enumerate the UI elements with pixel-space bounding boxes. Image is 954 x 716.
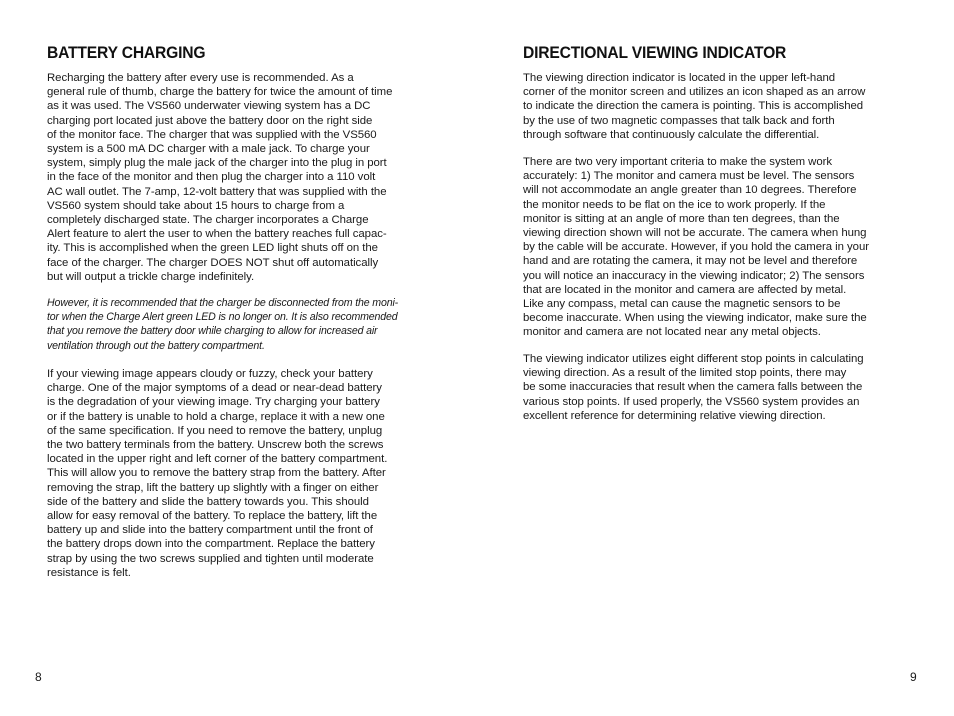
battery-charging-note <box>47 296 398 353</box>
text-line: through software that continuously calculate the differential. <box>523 128 820 141</box>
viewing-indicator-paragraph-1 <box>523 71 865 142</box>
text-line: charge. One of the major symptoms of a dead or near-dead battery <box>47 382 382 395</box>
text-line: The viewing indicator utilizes eight different stop points in calculating <box>523 353 864 365</box>
text-line: hand and are rotating the camera, it may not be level and therefore <box>523 255 858 268</box>
text-line: located in the upper right and left corner of the battery compartment. <box>47 453 388 466</box>
viewing-indicator-paragraph-3 <box>523 352 864 423</box>
text-line: If your viewing image appears cloudy or fuzzy, check your battery <box>47 368 373 380</box>
text-line: of the same specification. If you need to remove the battery, unplug <box>47 424 383 437</box>
text-line: system is a 500 mA DC charger with a male jack. To charge your <box>47 143 370 156</box>
text-line: ity. This is accomplished when the green LED light shuts off on the <box>47 242 378 255</box>
text-line: or if the battery is unable to hold a charge, replace it with a new one <box>47 410 385 423</box>
text-line: as it was used. The VS560 underwater viewing system has a DC <box>47 100 371 113</box>
text-line: in the face of the monitor and then plug the charger into a 110 volt <box>47 171 376 184</box>
text-line: strap by using the two screws supplied and tighten until moderate <box>47 552 374 565</box>
text-line: the monitor needs to be flat on the ice to work properly. If the <box>523 198 826 211</box>
text-line: be some inaccuracies that result when the camera falls between the <box>523 381 863 394</box>
text-line: This will allow you to remove the battery strap from the battery. After <box>47 467 386 480</box>
text-line: that you remove the battery door while charging to allow for increased air <box>47 325 378 338</box>
text-line: is the degradation of your viewing image. Try charging your battery <box>47 396 380 409</box>
text-line: to indicate the direction the camera is pointing. This is accomplished <box>523 100 864 113</box>
text-line: corner of the monitor screen and utilizes an icon shaped as an arrow <box>523 86 866 99</box>
text-line: The viewing direction indicator is located in the upper left-hand <box>523 72 836 84</box>
text-line: ventilation through out the battery compartment. <box>47 339 265 352</box>
text-line: general rule of thumb, charge the battery for twice the amount of time <box>47 86 393 99</box>
text-line: charging port located just above the battery door on the right side <box>47 114 373 127</box>
text-line: side of the battery and slide the battery towards you. This should <box>47 495 369 508</box>
text-line: that are located in the monitor and camera are affected by metal. <box>523 283 847 296</box>
text-line: by the cable will be accurate. However, if you hold the camera in your <box>523 241 869 254</box>
text-line: excellent reference for determining relative viewing direction. <box>523 409 826 422</box>
text-line: Like any compass, metal can cause the magnetic sensors to be <box>523 298 841 311</box>
text-line: completely discharged state. The charger incorporates a Charge <box>47 214 369 227</box>
text-line: removing the strap, lift the battery up slightly with a finger on either <box>47 481 379 494</box>
text-line: Alert feature to alert the user to when the battery reaches full capac- <box>47 228 387 241</box>
text-line: monitor is sitting at an angle of more than ten degrees, than the <box>523 212 840 225</box>
text-line: Recharging the battery after every use is recommended. As a <box>47 72 354 84</box>
text-line: monitor and camera are not located near any metal objects. <box>523 326 821 339</box>
text-line: resistance is felt. <box>47 566 131 579</box>
text-line: you will notice an inaccuracy in the viewing indicator; 2) The sensors <box>523 269 865 282</box>
page-number-right: 9 <box>910 670 917 684</box>
text-line: viewing direction. As a result of the limited stop points, there may <box>523 367 847 380</box>
text-line: However, it is recommended that the charger be disconnected from the moni- <box>47 297 399 309</box>
text-line: the two battery terminals from the battery. Unscrew both the screws <box>47 439 384 452</box>
text-line: accurately: 1) The monitor and camera must be level. The sensors <box>523 170 855 183</box>
text-line: system, simply plug the male jack of the charger into the plug in port <box>47 157 387 170</box>
text-line: various stop points. If used properly, the VS560 system provides an <box>523 395 860 408</box>
text-line: of the monitor face. The charger that was supplied with the VS560 <box>47 128 377 141</box>
text-line: There are two very important criteria to make the system work <box>523 156 833 168</box>
text-line: become inaccurate. When using the viewing indicator, make sure the <box>523 312 867 325</box>
battery-charging-heading: BATTERY CHARGING <box>47 43 206 62</box>
directional-viewing-indicator-heading: DIRECTIONAL VIEWING INDICATOR <box>523 43 787 62</box>
text-line: will not accommodate an angle greater than 10 degrees. Therefore <box>523 184 857 197</box>
text-line: face of the charger. The charger DOES NOT shut off automatically <box>47 256 379 269</box>
text-line: tor when the Charge Alert green LED is no longer on. It is also recommended <box>47 311 398 324</box>
text-line: AC wall outlet. The 7-amp, 12-volt battery that was supplied with the <box>47 185 387 198</box>
viewing-indicator-paragraph-2 <box>523 155 869 340</box>
text-line: VS560 system should take about 15 hours to charge from a <box>47 199 345 212</box>
text-line: by the use of two magnetic compasses that talk back and forth <box>523 114 835 127</box>
battery-charging-paragraph-1 <box>47 71 392 284</box>
battery-charging-paragraph-3 <box>47 367 387 580</box>
text-line: but will output a trickle charge indefinitely. <box>47 270 255 283</box>
text-line: allow for easy removal of the battery. To replace the battery, lift the <box>47 510 378 523</box>
text-line: the battery drops down into the compartment. Replace the battery <box>47 538 375 551</box>
text-line: battery up and slide into the battery compartment until the front of <box>47 524 373 537</box>
text-line: viewing direction shown will not be accurate. The camera when hung <box>523 227 867 240</box>
page-number-left: 8 <box>35 670 42 684</box>
